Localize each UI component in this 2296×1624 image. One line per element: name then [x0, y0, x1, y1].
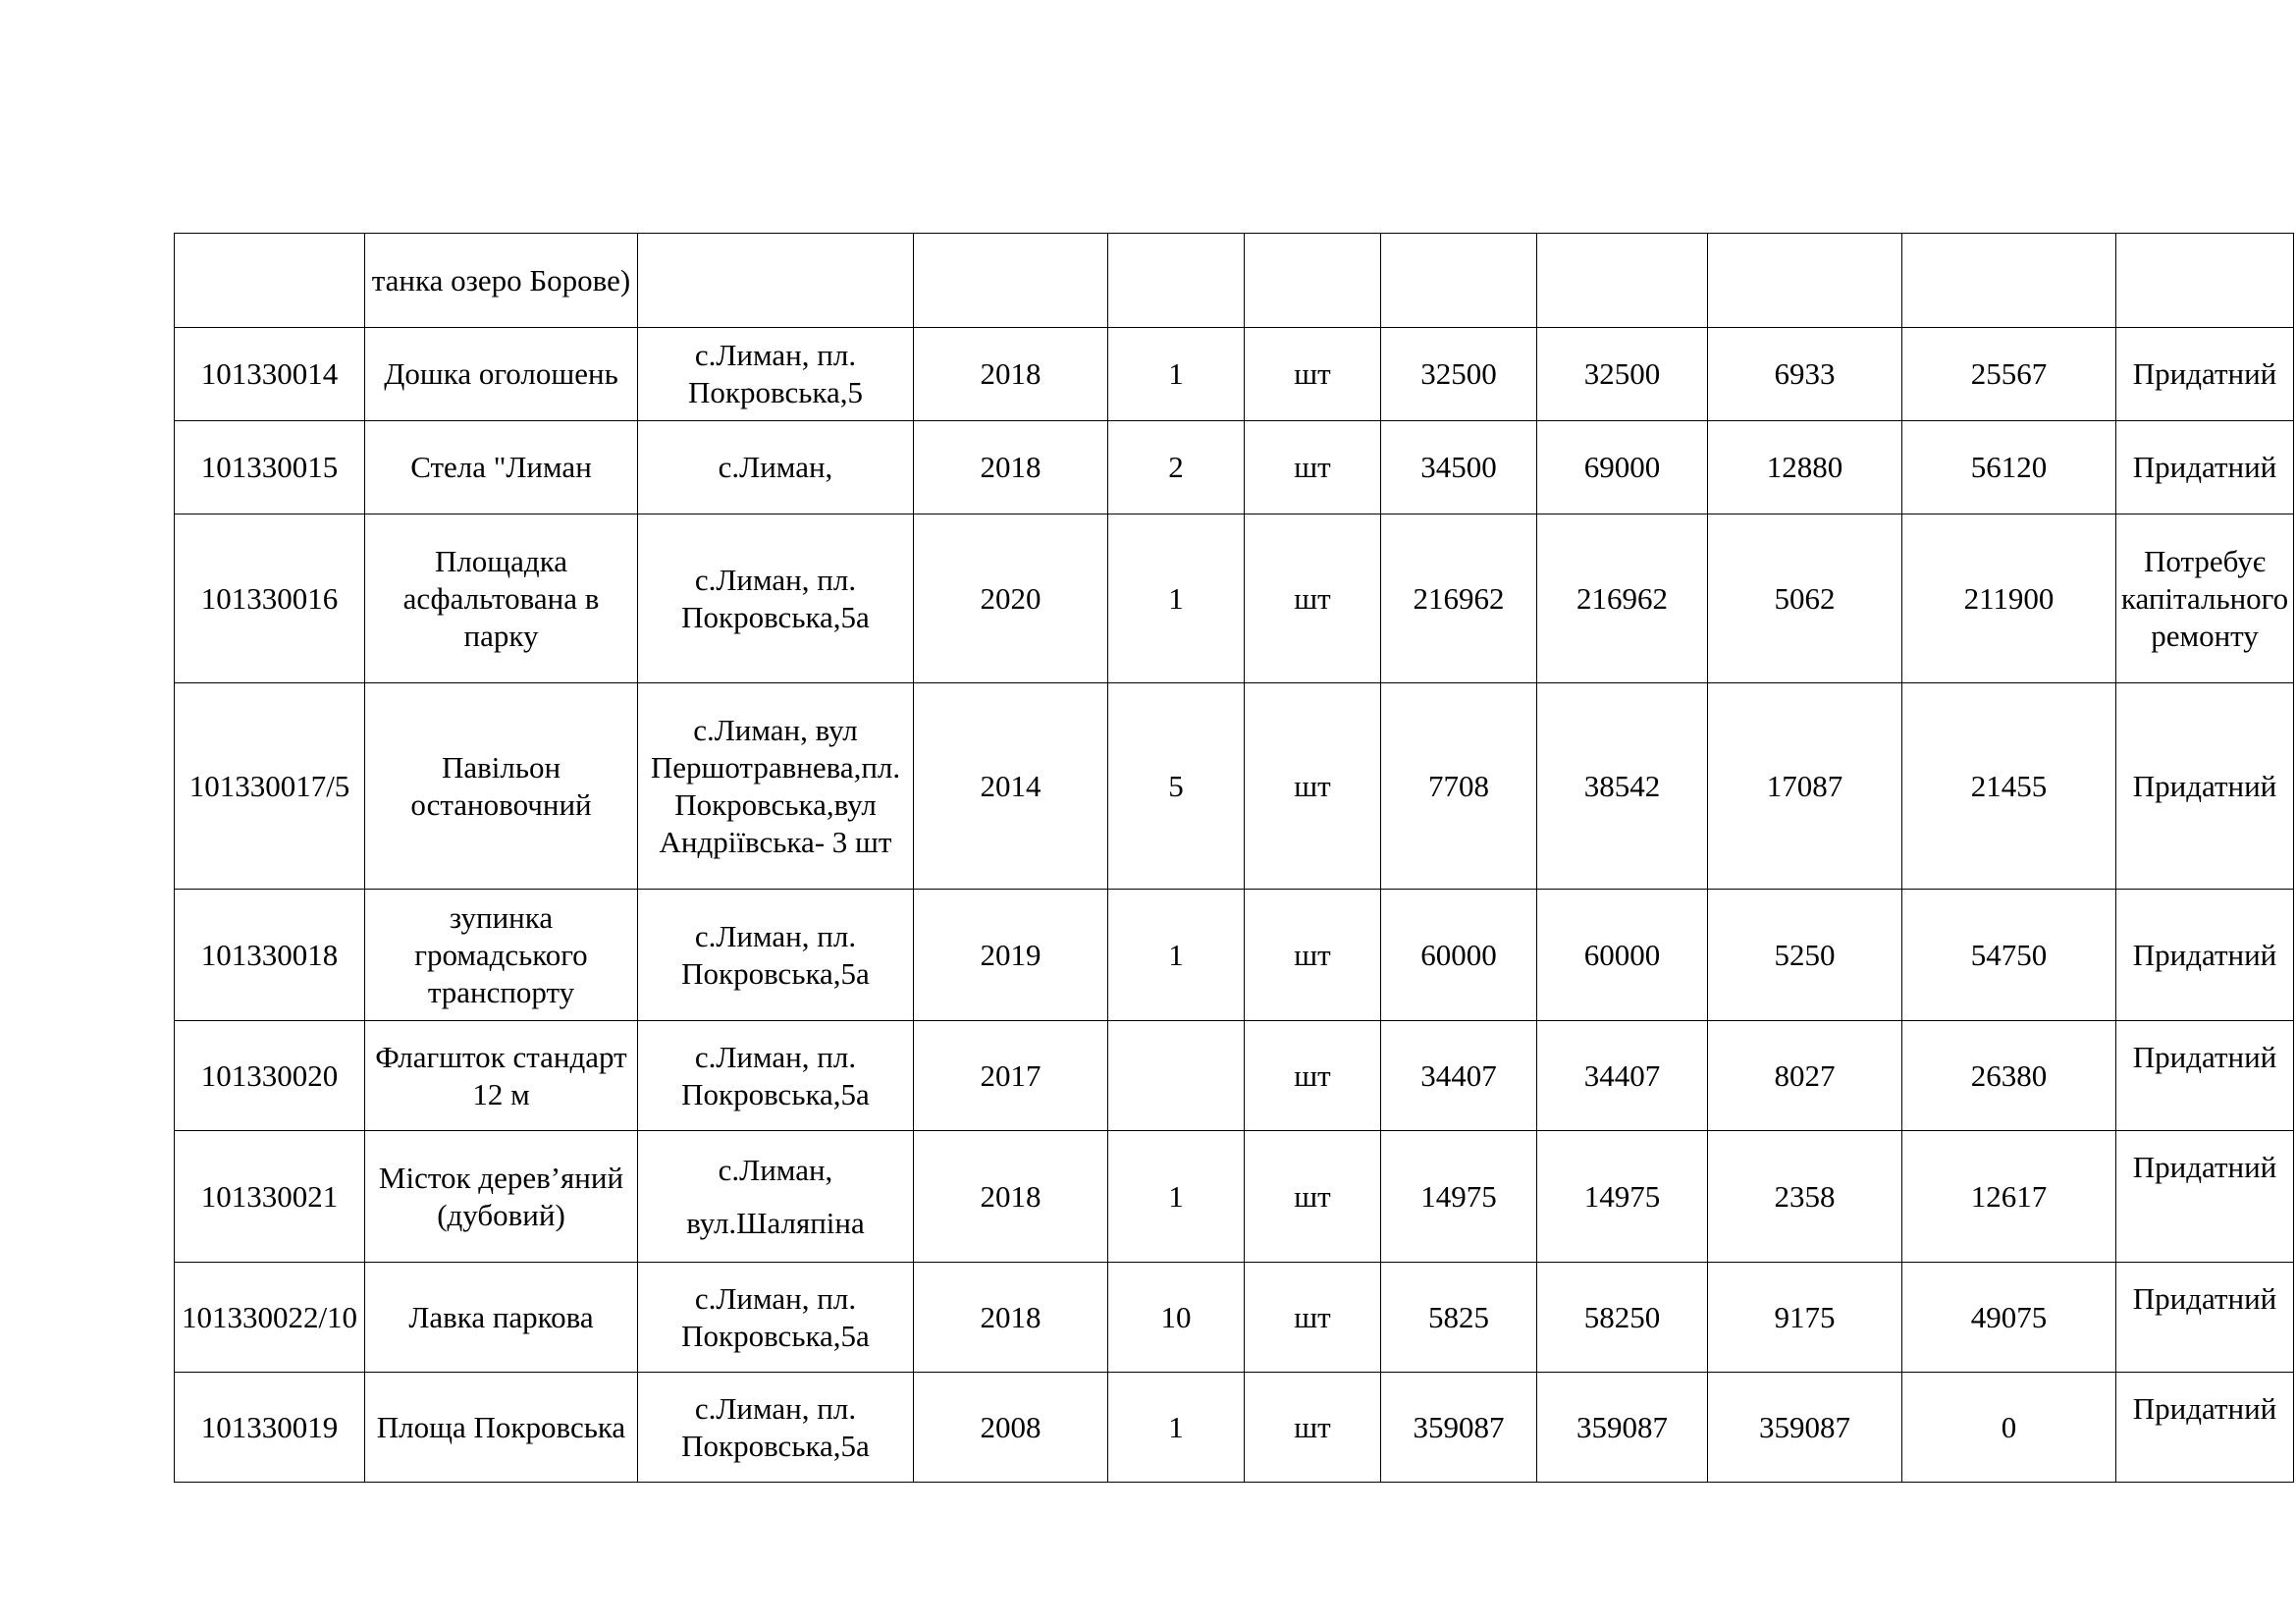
- address-cell: с.Лиман, пл. Покровська,5а: [638, 890, 914, 1021]
- item-name-cell: Лавка паркова: [365, 1263, 638, 1373]
- condition-cell: Придатний: [2116, 683, 2294, 890]
- address-cell: с.Лиман, вул Першотравнева,пл.Покровська,вул Андріївська- 3 шт: [638, 683, 914, 890]
- quantity-cell: 1: [1108, 514, 1245, 683]
- item-name-cell: Площа Покровська: [365, 1373, 638, 1483]
- unit-cell: шт: [1245, 890, 1381, 1021]
- unit-price-cell: 5825: [1381, 1263, 1537, 1373]
- item-name-cell: зупинка громадського транспорту: [365, 890, 638, 1021]
- unit-price-cell: 359087: [1381, 1373, 1537, 1483]
- residual-value-cell: 0: [1902, 1373, 2116, 1483]
- depreciation-cell: 5250: [1708, 890, 1902, 1021]
- unit-price-cell: [1381, 234, 1537, 328]
- total-value-cell: 32500: [1537, 328, 1708, 421]
- unit-price-cell: 14975: [1381, 1131, 1537, 1263]
- inventory-number-cell: 101330016: [175, 514, 365, 683]
- depreciation-cell: 5062: [1708, 514, 1902, 683]
- depreciation-cell: [1708, 234, 1902, 328]
- inventory-number-cell: 101330018: [175, 890, 365, 1021]
- table-row: [175, 1263, 2294, 1373]
- residual-value-cell: 21455: [1902, 683, 2116, 890]
- item-name-cell: Павільон остановочний: [365, 683, 638, 890]
- quantity-cell: 1: [1108, 328, 1245, 421]
- unit-price-cell: 34407: [1381, 1021, 1537, 1131]
- total-value-cell: 38542: [1537, 683, 1708, 890]
- depreciation-cell: 17087: [1708, 683, 1902, 890]
- item-name-cell: танка озеро Борове): [365, 234, 638, 328]
- total-value-cell: 58250: [1537, 1263, 1708, 1373]
- address-cell: с.Лиман, пл. Покровська,5а: [638, 1021, 914, 1131]
- residual-value-cell: 49075: [1902, 1263, 2116, 1373]
- depreciation-cell: 12880: [1708, 421, 1902, 514]
- quantity-cell: 5: [1108, 683, 1245, 890]
- year-cell: 2018: [914, 1131, 1108, 1263]
- residual-value-cell: 25567: [1902, 328, 2116, 421]
- unit-price-cell: 34500: [1381, 421, 1537, 514]
- total-value-cell: 60000: [1537, 890, 1708, 1021]
- quantity-cell: 10: [1108, 1263, 1245, 1373]
- unit-cell: шт: [1245, 421, 1381, 514]
- inventory-number-cell: 101330022/10: [175, 1263, 365, 1373]
- table-row: [175, 421, 2294, 514]
- depreciation-cell: 6933: [1708, 328, 1902, 421]
- inventory-table: [174, 233, 2294, 1483]
- unit-cell: шт: [1245, 683, 1381, 890]
- year-cell: 2018: [914, 328, 1108, 421]
- condition-cell: Потребує капітального ремонту: [2116, 514, 2294, 683]
- total-value-cell: 34407: [1537, 1021, 1708, 1131]
- total-value-cell: 359087: [1537, 1373, 1708, 1483]
- item-name-cell: Площадка асфальтована в парку: [365, 514, 638, 683]
- condition-cell: Придатний: [2116, 328, 2294, 421]
- year-cell: 2020: [914, 514, 1108, 683]
- depreciation-cell: 8027: [1708, 1021, 1902, 1131]
- item-name-cell: Дошка оголошень: [365, 328, 638, 421]
- quantity-cell: [1108, 1021, 1245, 1131]
- address-cell: с.Лиман, вул.Шаляпіна: [638, 1131, 914, 1263]
- address-cell: с.Лиман, пл. Покровська,5: [638, 328, 914, 421]
- residual-value-cell: 211900: [1902, 514, 2116, 683]
- year-cell: [914, 234, 1108, 328]
- unit-cell: шт: [1245, 514, 1381, 683]
- condition-cell: [2116, 234, 2294, 328]
- table-row: [175, 683, 2294, 890]
- inventory-number-cell: 101330019: [175, 1373, 365, 1483]
- residual-value-cell: 54750: [1902, 890, 2116, 1021]
- unit-price-cell: 60000: [1381, 890, 1537, 1021]
- unit-cell: шт: [1245, 328, 1381, 421]
- address-cell: с.Лиман, пл. Покровська,5а: [638, 1373, 914, 1483]
- table-row: [175, 514, 2294, 683]
- inventory-number-cell: 101330015: [175, 421, 365, 514]
- table-row: [175, 328, 2294, 421]
- unit-cell: шт: [1245, 1131, 1381, 1263]
- inventory-number-cell: 101330020: [175, 1021, 365, 1131]
- inventory-number-cell: [175, 234, 365, 328]
- quantity-cell: 1: [1108, 890, 1245, 1021]
- table-row: [175, 1131, 2294, 1263]
- year-cell: 2017: [914, 1021, 1108, 1131]
- condition-cell: Придатний: [2116, 1263, 2294, 1373]
- total-value-cell: 216962: [1537, 514, 1708, 683]
- table-row: [175, 1373, 2294, 1483]
- unit-cell: [1245, 234, 1381, 328]
- total-value-cell: 14975: [1537, 1131, 1708, 1263]
- total-value-cell: [1537, 234, 1708, 328]
- unit-price-cell: 216962: [1381, 514, 1537, 683]
- table-row: [175, 1021, 2294, 1131]
- year-cell: 2018: [914, 1263, 1108, 1373]
- residual-value-cell: 56120: [1902, 421, 2116, 514]
- total-value-cell: 69000: [1537, 421, 1708, 514]
- year-cell: 2019: [914, 890, 1108, 1021]
- item-name-cell: Стела "Лиман: [365, 421, 638, 514]
- table-row: [175, 890, 2294, 1021]
- residual-value-cell: [1902, 234, 2116, 328]
- residual-value-cell: 12617: [1902, 1131, 2116, 1263]
- condition-cell: Придатний: [2116, 1373, 2294, 1483]
- quantity-cell: 1: [1108, 1373, 1245, 1483]
- year-cell: 2014: [914, 683, 1108, 890]
- depreciation-cell: 2358: [1708, 1131, 1902, 1263]
- unit-cell: шт: [1245, 1373, 1381, 1483]
- condition-cell: Придатний: [2116, 890, 2294, 1021]
- condition-cell: Придатний: [2116, 1021, 2294, 1131]
- unit-price-cell: 7708: [1381, 683, 1537, 890]
- year-cell: 2008: [914, 1373, 1108, 1483]
- unit-price-cell: 32500: [1381, 328, 1537, 421]
- item-name-cell: Флагшток стандарт 12 м: [365, 1021, 638, 1131]
- address-cell: с.Лиман, пл. Покровська,5а: [638, 514, 914, 683]
- unit-cell: шт: [1245, 1021, 1381, 1131]
- year-cell: 2018: [914, 421, 1108, 514]
- item-name-cell: Місток дерев’яний (дубовий): [365, 1131, 638, 1263]
- table-row: [175, 234, 2294, 328]
- depreciation-cell: 9175: [1708, 1263, 1902, 1373]
- condition-cell: Придатний: [2116, 1131, 2294, 1263]
- quantity-cell: [1108, 234, 1245, 328]
- inventory-number-cell: 101330017/5: [175, 683, 365, 890]
- quantity-cell: 2: [1108, 421, 1245, 514]
- address-cell: с.Лиман,: [638, 421, 914, 514]
- unit-cell: шт: [1245, 1263, 1381, 1373]
- condition-cell: Придатний: [2116, 421, 2294, 514]
- depreciation-cell: 359087: [1708, 1373, 1902, 1483]
- quantity-cell: 1: [1108, 1131, 1245, 1263]
- address-cell: [638, 234, 914, 328]
- inventory-number-cell: 101330014: [175, 328, 365, 421]
- inventory-number-cell: 101330021: [175, 1131, 365, 1263]
- address-cell: с.Лиман, пл. Покровська,5а: [638, 1263, 914, 1373]
- residual-value-cell: 26380: [1902, 1021, 2116, 1131]
